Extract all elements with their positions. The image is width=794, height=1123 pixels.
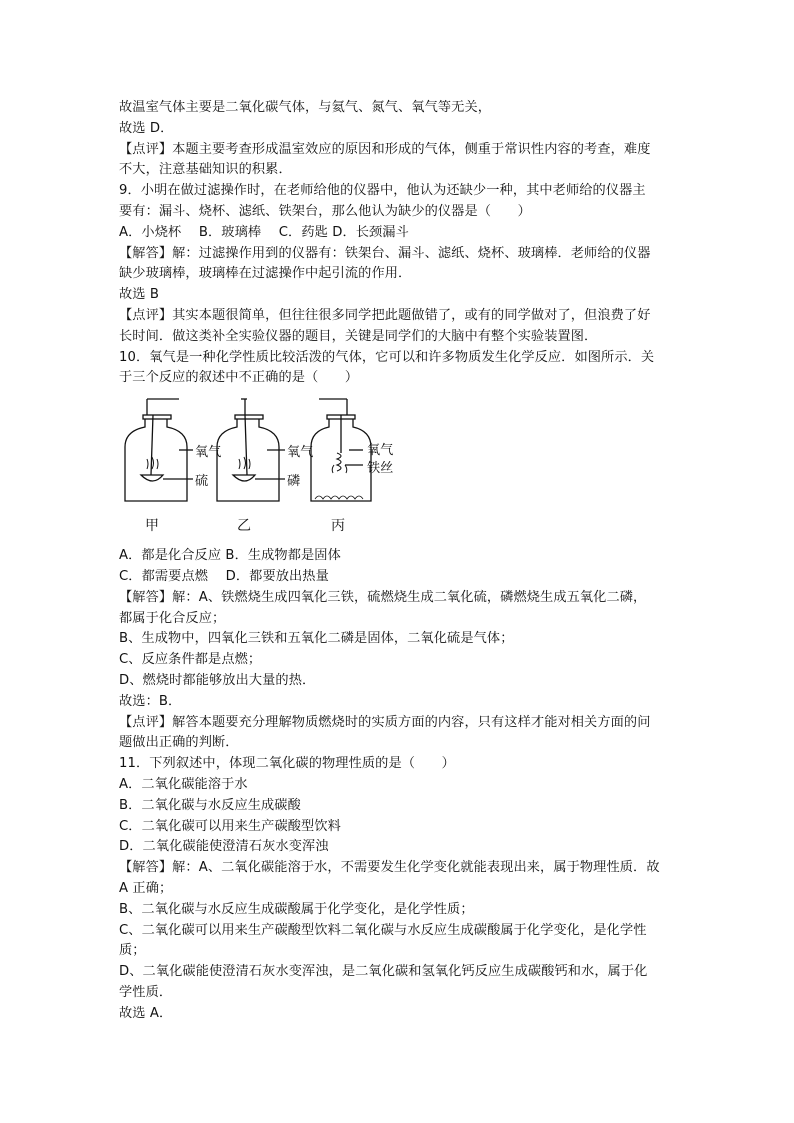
text-line: A．都是化合反应 B．生成物都是固体 (119, 548, 341, 564)
text-line: D、燃烧时都能够放出大量的热． (119, 672, 316, 688)
jar2-substance-label: 磷 (287, 474, 301, 490)
text-line: 质； (119, 943, 146, 959)
jar1-caption: 甲 (145, 518, 159, 535)
text-line: 【解答】解：A、铁燃烧生成四氧化三铁，硫燃烧生成二氧化硫，磷燃烧生成五氧化二磷， (119, 589, 647, 605)
text-line: 不大，注意基础知识的积累． (119, 162, 292, 178)
text-line: 都属于化合反应； (119, 610, 226, 626)
text-line: 故选：B． (119, 693, 182, 709)
text-line: 学性质． (119, 984, 173, 1000)
text-line: 故温室气体主要是二氧化碳气体，与氦气、氮气、氧气等无关， (119, 100, 492, 115)
text-line: 于三个反应的叙述中不正确的是（ ） (119, 370, 359, 386)
jar3-gas-label: 氧气 (367, 443, 394, 459)
jar3-caption: 丙 (331, 518, 345, 535)
jar-3 (311, 399, 371, 501)
text-line: 故选 A． (119, 1005, 173, 1021)
text-line: A 正确； (119, 880, 173, 896)
text-line: A．小烧杯 B．玻璃棒 C．药匙 D．长颈漏斗 (119, 224, 409, 240)
text-line: B、二氧化碳与水反应生成碳酸属于化学变化，是化学性质； (119, 901, 474, 917)
document-page (119, 98, 679, 1024)
text-line: 题做出正确的判断． (119, 735, 239, 751)
text-line: 【解答】解：过滤操作用到的仪器有：铁架台、漏斗、滤纸、烧杯、玻璃棒．老师给的仪器 (119, 245, 651, 261)
text-line: 故选 D． (119, 120, 174, 136)
text-line: D、二氧化碳能使澄清石灰水变浑浊，是二氧化碳和氢氧化钙反应生成碳酸钙和水，属于化 (119, 964, 648, 980)
text-line: C、反应条件都是点燃； (119, 652, 262, 668)
text-line: 【点评】解答本题要充分理解物质燃烧时的实质方面的内容，只有这样才能对相关方面的问 (119, 714, 651, 730)
text-line: 长时间．做这类补全实验仪器的题目，关键是同学们的大脑中有整个实验装置图． (119, 328, 598, 344)
text-line: A．二氧化碳能溶于水 (119, 776, 248, 792)
text-block-bottom (119, 546, 679, 1024)
text-line: 10．氧气是一种化学性质比较活泼的气体，它可以和许多物质发生化学反应．如图所示．关 (119, 349, 655, 365)
text-block-top (119, 98, 679, 389)
text-line: 故选 B (119, 287, 160, 303)
jar1-gas-label: 氧气 (195, 445, 222, 461)
text-line: C、二氧化碳可以用来生产碳酸型饮料二氧化碳与水反应生成碳酸属于化学变化，是化学性 (119, 922, 647, 938)
text-line: 【点评】本题主要考查形成温室效应的原因和形成的气体，侧重于常识性内容的考查，难度 (119, 141, 651, 157)
text-line: D．二氧化碳能使澄清石灰水变浑浊 (119, 839, 329, 855)
text-line: B．二氧化碳与水反应生成碳酸 (119, 797, 301, 813)
jar-1 (125, 399, 193, 501)
jar2-caption: 乙 (237, 518, 251, 535)
text-line: C．二氧化碳可以用来生产碳酸型饮料 (119, 818, 341, 834)
text-line: 11．下列叙述中，体现二氧化碳的物理性质的是（ ） (119, 756, 455, 772)
jar1-substance-label: 硫 (195, 474, 209, 490)
jar3-substance-label: 铁丝 (367, 461, 394, 477)
text-line: 要有：漏斗、烧杯、滤纸、铁架台，那么他认为缺少的仪器是（ ） (119, 203, 531, 219)
experiment-figure (119, 395, 679, 540)
jar2-gas-label: 氧气 (287, 445, 314, 461)
jar-2 (217, 399, 285, 501)
text-line: C．都需要点燃 D．都要放出热量 (119, 568, 329, 584)
text-line: B、生成物中，四氧化三铁和五氧化二磷是固体，二氧化硫是气体； (119, 631, 514, 647)
text-line: 9．小明在做过滤操作时，在老师给他的仪器中，他认为还缺少一种，其中老师给的仪器主 (119, 183, 646, 199)
text-line: 【点评】其实本题很简单，但往往很多同学把此题做错了，或有的同学做对了，但浪费了好 (119, 307, 651, 323)
text-line: 【解答】解：A、二氧化碳能溶于水，不需要发生化学变化就能表现出来，属于物理性质．故 (119, 860, 660, 876)
text-line: 缺少玻璃棒，玻璃棒在过滤操作中起引流的作用． (119, 266, 412, 282)
